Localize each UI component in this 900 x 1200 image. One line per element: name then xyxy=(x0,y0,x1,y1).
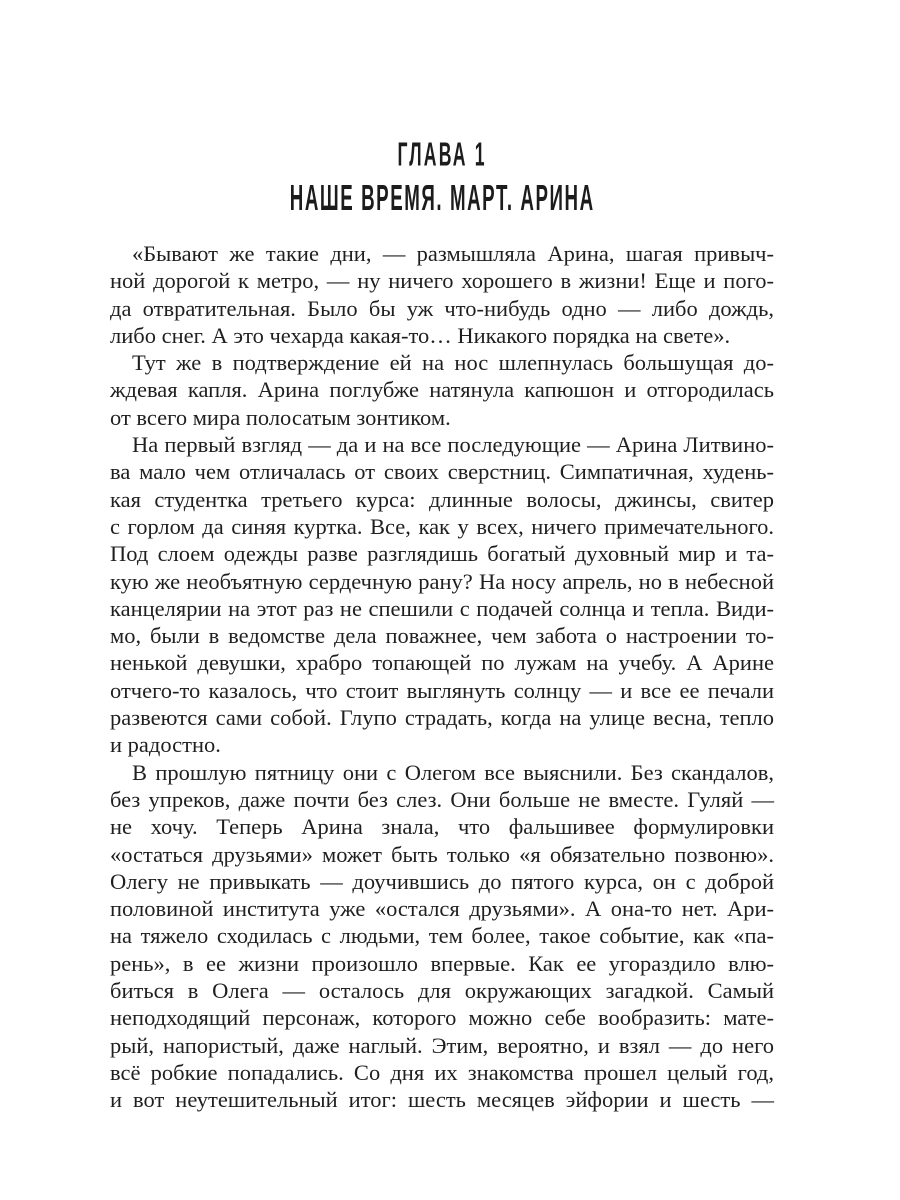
text-line: ва мало чем отличалась от своих сверстниц. Симпатичная, худень- xyxy=(110,459,774,485)
text-line: Под слоем одежды разве разглядишь богатый духовный мир и та- xyxy=(110,541,774,567)
text-line: ной дорогой к метро, — ну ничего хорошего в жизни! Еще и пого- xyxy=(110,268,774,294)
text-line: Олегу не привыкать — доучившись до пятого курса, он с доброй xyxy=(110,868,774,894)
text-line: мо, были в ведомстве дела поважнее, чем забота о настроении то- xyxy=(110,623,774,649)
text-line: Тут же в подтверждение ей на нос шлепнулась большущая до- xyxy=(132,350,774,376)
text-line: В прошлую пятницу они с Олегом все выяснили. Без скандалов, xyxy=(132,759,774,785)
text-line: На первый взгляд — да и на все последующие — Арина Литвино- xyxy=(132,432,774,458)
page-body xyxy=(110,240,774,1114)
text-line: кая студентка третьего курса: длинные волосы, джинсы, свитер xyxy=(110,486,774,512)
text-line: не хочу. Теперь Арина знала, что фальшивее формулировки xyxy=(110,814,774,840)
chapter-subtitle-row xyxy=(110,176,774,220)
text-line: неподходящий персонаж, которого можно себе вообразить: мате- xyxy=(110,1005,774,1031)
text-line: рый, напористый, даже наглый. Этим, вероятно, и взял — до него xyxy=(110,1032,774,1058)
text-line: отчего-то казалось, что стоит выглянуть солнцу — и все ее печали xyxy=(110,677,774,703)
text-line: развеются сами собой. Глупо страдать, когда на улице весна, тепло xyxy=(110,705,774,731)
paragraph xyxy=(110,349,774,431)
text-line: либо снег. А это чехарда какая-то… Никакого порядка на свете». xyxy=(110,322,731,348)
text-line: с горлом да синяя куртка. Все, как у всех, ничего примечательного. xyxy=(110,513,774,539)
text-line: половиной института уже «остался друзьями». А она-то нет. Ари- xyxy=(110,896,774,922)
paragraph xyxy=(110,431,774,759)
text-line: и вот неутешительный итог: шесть месяцев эйфории и шесть — xyxy=(110,1087,774,1113)
text-line: ждевая капля. Арина поглубже натянула капюшон и отгородилась xyxy=(110,377,774,403)
chapter-heading xyxy=(110,132,774,220)
text-line: кую же необъятную сердечную рану? На носу апрель, но в небесной xyxy=(110,568,774,594)
text-line: да отвратительная. Было бы уж что-нибудь одно — либо дождь, xyxy=(110,295,774,321)
text-line: всё робкие попадались. Со дня их знакомства прошел целый год, xyxy=(110,1059,774,1085)
text-line: ненькой девушки, храбро топающей по лужам на учебу. А Арине xyxy=(110,650,774,676)
paragraph xyxy=(110,240,774,349)
chapter-number: ГЛАВА 1 xyxy=(397,135,487,173)
text-line: биться в Олега — осталось для окружающих загадкой. Самый xyxy=(110,978,774,1004)
text-line: от всего мира полосатым зонтиком. xyxy=(110,404,451,430)
paragraph xyxy=(110,759,774,1114)
text-line: «остаться друзьями» может быть только «я обязательно позвоню». xyxy=(110,841,774,867)
text-line: без упреков, даже почти без слез. Они больше не вместе. Гуляй — xyxy=(110,786,774,812)
text-line: и радостно. xyxy=(110,732,221,758)
text-line: на тяжело сходилась с людьми, тем более, такое событие, как «па- xyxy=(110,923,774,949)
chapter-subtitle: НАШЕ ВРЕМЯ. МАРТ. АРИНА xyxy=(289,177,595,218)
chapter-number-row xyxy=(110,132,774,176)
text-line: канцелярии на этот раз не спешили с подачей солнца и тепла. Види- xyxy=(110,595,774,621)
text-line: «Бывают же такие дни, — размышляла Арина, шагая привыч- xyxy=(132,241,774,266)
text-line: рень», в ее жизни произошло впервые. Как ее угораздило влю- xyxy=(110,950,774,976)
